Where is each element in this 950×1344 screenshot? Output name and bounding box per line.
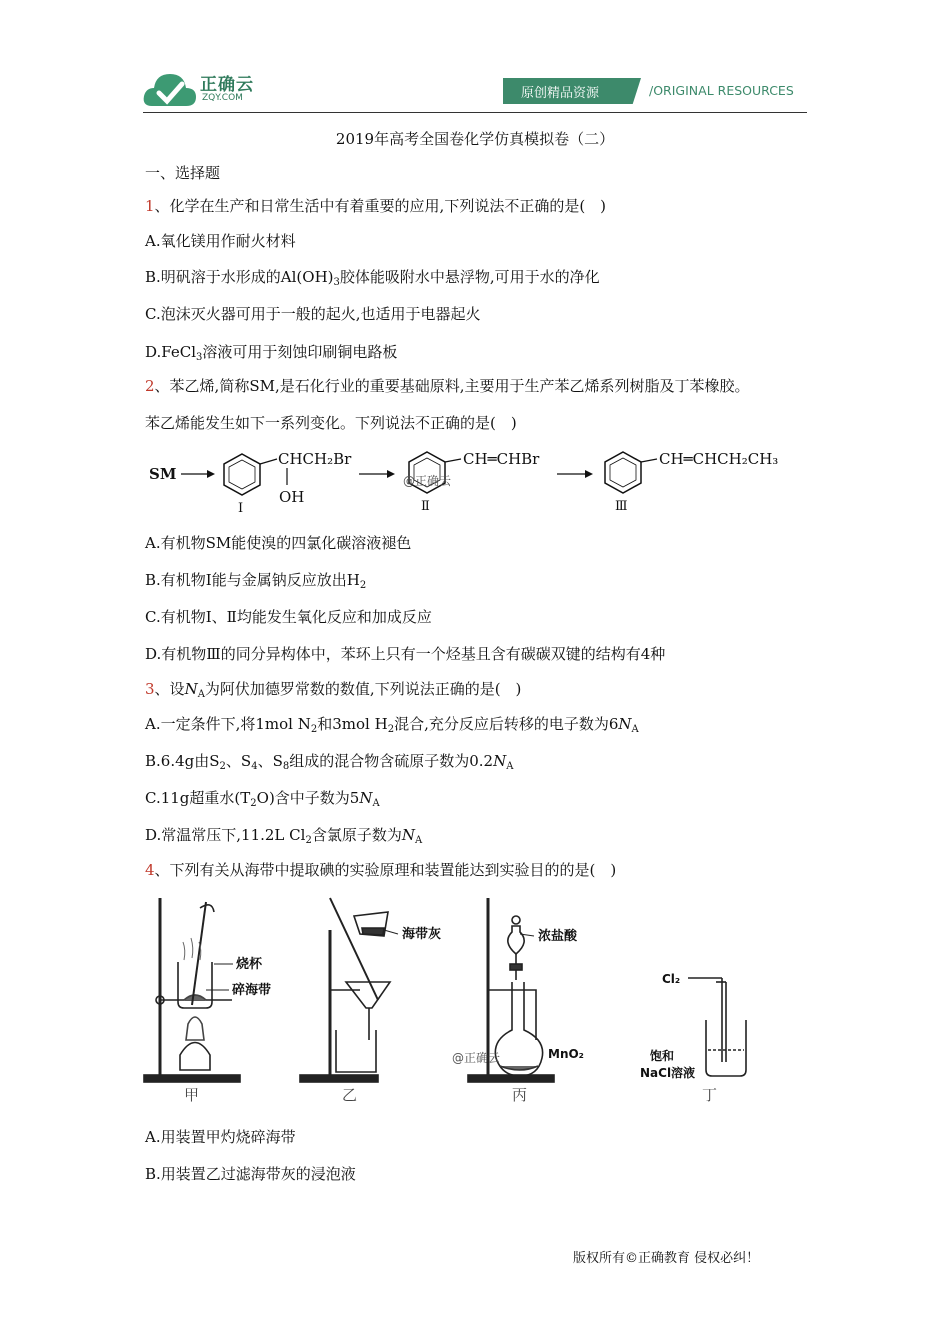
subscript: 8 [282,761,290,772]
q2-option-c: C.有机物Ⅰ、Ⅱ均能发生氧化反应和加成反应 [145,608,432,626]
question-number: 4 [145,861,155,879]
original-resources-banner [503,78,809,104]
subscript: 2 [219,761,226,772]
watermark: @正确云 [452,1051,501,1065]
subscript: A [372,798,380,809]
label-ash: 海带灰 [402,927,442,942]
label-bing: 丙 [512,1086,528,1104]
question-3-stem [145,678,521,700]
banner-cn-text: 原创精品资源 [521,86,600,101]
label-beaker: 烧杯 [236,957,263,972]
q3-option-c [145,787,380,809]
question-1-stem [145,195,606,216]
text: 、S [257,752,283,770]
label-seaweed: 碎海带 [232,983,272,998]
compound-iii-label: Ⅲ [615,499,628,514]
stem-text: 、下列有关从海带中提取碘的实验原理和装置能达到实验目的的是( ) [154,861,617,879]
label-cl2: Cl₂ [662,972,681,986]
text: 含氯原子数为 [311,826,402,844]
label-jia: 甲 [184,1086,200,1104]
text: B.明矾溶于水形成的Al(OH) [145,268,334,286]
stem-text: 、化学在生产和日常生活中有着重要的应用,下列说法不正确的是( ) [154,197,607,215]
subscript: 3 [196,352,203,363]
q3-option-a [145,713,639,735]
text: A.一定条件下,将1mol N [145,715,311,733]
copyright-footer: 版权所有©正确教育 侵权必纠！ [573,1251,760,1266]
question-2-stem-line2: 苯乙烯能发生如下一系列变化。下列说法不正确的是( ) [145,414,517,432]
subscript: 2 [310,724,318,735]
symbol-n: N [401,826,415,844]
subscript: 2 [359,580,367,591]
styrene-reaction-scheme [145,440,795,515]
q1-option-d [145,341,397,363]
apparatus-bing [452,898,584,1104]
compound-iii-substituent: CH═CHCH₂CH₃ [659,450,779,468]
label-yi: 乙 [342,1086,358,1104]
logo-name: 正确云 [200,75,254,95]
q4-option-a: A.用装置甲灼烧碎海带 [145,1128,296,1146]
zqy-logo [142,66,272,112]
text: 溶液可用于刻蚀印刷铜电路板 [202,343,398,361]
text: 和3mol H [317,715,388,733]
label-acid: 浓盐酸 [538,929,578,944]
header-rule [143,112,807,113]
logo-domain: ZQY.COM [202,93,243,103]
apparatus-yi [300,898,441,1104]
text: D.常温常压下,11.2L Cl [145,826,306,844]
compound-ii-label: Ⅱ [421,499,430,514]
label-nacl: NaCl溶液 [640,1066,696,1080]
text: 组成的混合物含硫原子数为0.2 [289,752,494,770]
page-title: 2019年高考全国卷化学仿真模拟卷（二） [335,130,615,148]
compound-i-label: Ⅰ [238,501,244,515]
compound-i-substituent: CHCH₂Br [278,450,352,468]
stem-text: 、苯乙烯,简称SM,是石化行业的重要基础原料,主要用于生产苯乙烯系列树脂及丁苯橡胶。 [154,377,750,395]
text: 为阿伏加德罗常数的数值,下列说法正确的是( ) [204,680,522,698]
label-mno2: MnO₂ [548,1047,584,1061]
subscript: 2 [305,835,312,846]
compound-ii-substituent: CH═CHBr [463,450,540,468]
watermark: @正确云 [403,474,452,488]
q2-option-d: D.有机物Ⅲ的同分异构体中，苯环上只有一个烃基且含有碳碳双键的结构有4种 [145,645,666,663]
symbol-n: N [493,752,507,770]
subscript: 3 [333,277,340,288]
q4-option-b: B.用装置乙过滤海带灰的浸泡液 [145,1165,356,1183]
apparatus-jia [144,898,271,1104]
subscript: A [506,761,514,772]
subscript: A [631,724,639,735]
q1-option-a: A.氧化镁用作耐火材料 [145,232,296,250]
label-saturated: 饱和 [650,1049,675,1063]
text: D.FeCl [145,343,196,361]
iodine-extraction-apparatus [140,890,800,1105]
text: O)含中子数为5 [256,789,360,807]
symbol-n: N [618,715,632,733]
sm-label: SM [149,465,177,483]
text: 、设 [154,680,185,698]
question-4-stem [145,859,616,880]
banner-en-text: /ORIGINAL RESOURCES [649,83,794,98]
question-number: 1 [145,197,155,215]
text: C.11g超重水(T [145,789,251,807]
question-number: 3 [145,680,155,698]
text: 胶体能吸附水中悬浮物,可用于水的净化 [339,268,600,286]
section-heading: 一、选择题 [145,164,221,182]
text: 混合,充分反应后转移的电子数为6 [394,715,619,733]
q3-option-b [145,750,513,772]
q1-option-c: C.泡沫灭火器可用于一般的起火,也适用于电器起火 [145,305,481,323]
apparatus-ding [640,972,746,1104]
question-2-stem [145,375,750,396]
cloud-check-icon [142,66,198,112]
subscript: 2 [250,798,257,809]
symbol-n: N [184,680,198,698]
question-number: 2 [145,377,155,395]
q2-option-b [145,569,366,591]
q1-option-b [145,266,600,288]
compound-i-oh: OH [279,488,305,506]
subscript: 4 [251,761,258,772]
text: B.有机物Ⅰ能与金属钠反应放出H [145,571,360,589]
text: 、S [225,752,252,770]
label-ding: 丁 [702,1086,718,1104]
subscript: 2 [387,724,395,735]
q2-option-a: A.有机物SM能使溴的四氯化碳溶液褪色 [145,534,412,552]
symbol-n: N [359,789,373,807]
text: B.6.4g由S [145,752,220,770]
q3-option-d [145,824,422,846]
subscript: A [197,689,205,700]
subscript: A [414,835,423,846]
